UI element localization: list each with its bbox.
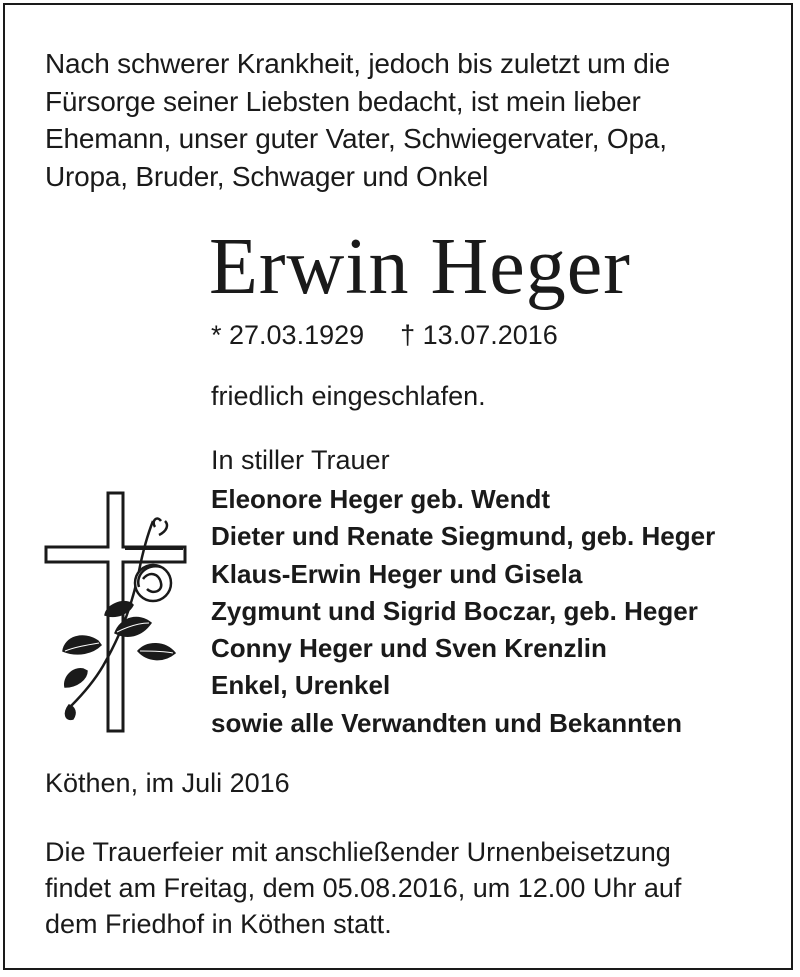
mourner-entry: Enkel, Urenkel <box>211 670 391 701</box>
intro-text <box>45 45 765 195</box>
service-line: findet am Freitag, dem 05.08.2016, um 12.00 Uhr auf <box>45 873 682 903</box>
birth-date: * 27.03.1929 <box>211 320 365 350</box>
service-line: Die Trauerfeier mit anschließender Urnenbeisetzung <box>45 837 671 867</box>
intro-line: Fürsorge seiner Liebsten bedacht, ist mein lieber <box>45 85 641 117</box>
mourner-entry: Conny Heger und Sven Krenzlin <box>211 633 607 664</box>
life-dates <box>211 317 558 353</box>
death-date: † 13.07.2016 <box>400 320 558 350</box>
service-line: dem Friedhof in Köthen statt. <box>45 909 392 939</box>
funeral-service-info <box>45 834 775 942</box>
obituary-notice-frame <box>3 3 793 970</box>
intro-line: Nach schwerer Krankheit, jedoch bis zuletzt um die <box>45 48 670 79</box>
mourners-list <box>211 481 715 742</box>
mourner-entry: Dieter und Renate Siegmund, geb. Heger <box>211 521 716 552</box>
deceased-name: Erwin Heger <box>209 223 631 311</box>
mourner-entry: Zygmunt und Sigrid Boczar, geb. Heger <box>211 595 698 626</box>
intro-line: Ehemann, unser guter Vater, Schwiegervater, Opa, <box>45 123 667 154</box>
mourning-intro: In stiller Trauer <box>211 445 390 475</box>
intro-line: Uropa, Bruder, Schwager und Onkel <box>45 160 489 192</box>
mourner-entry: sowie alle Verwandten und Bekannten <box>211 707 683 738</box>
passing-text: friedlich eingeschlafen. <box>211 381 486 411</box>
cross-with-rose-icon <box>43 491 193 736</box>
place-and-date: Köthen, im Juli 2016 <box>45 768 290 798</box>
mourner-entry: Eleonore Heger geb. Wendt <box>211 484 551 514</box>
mourner-entry: Klaus-Erwin Heger und Gisela <box>211 558 583 589</box>
